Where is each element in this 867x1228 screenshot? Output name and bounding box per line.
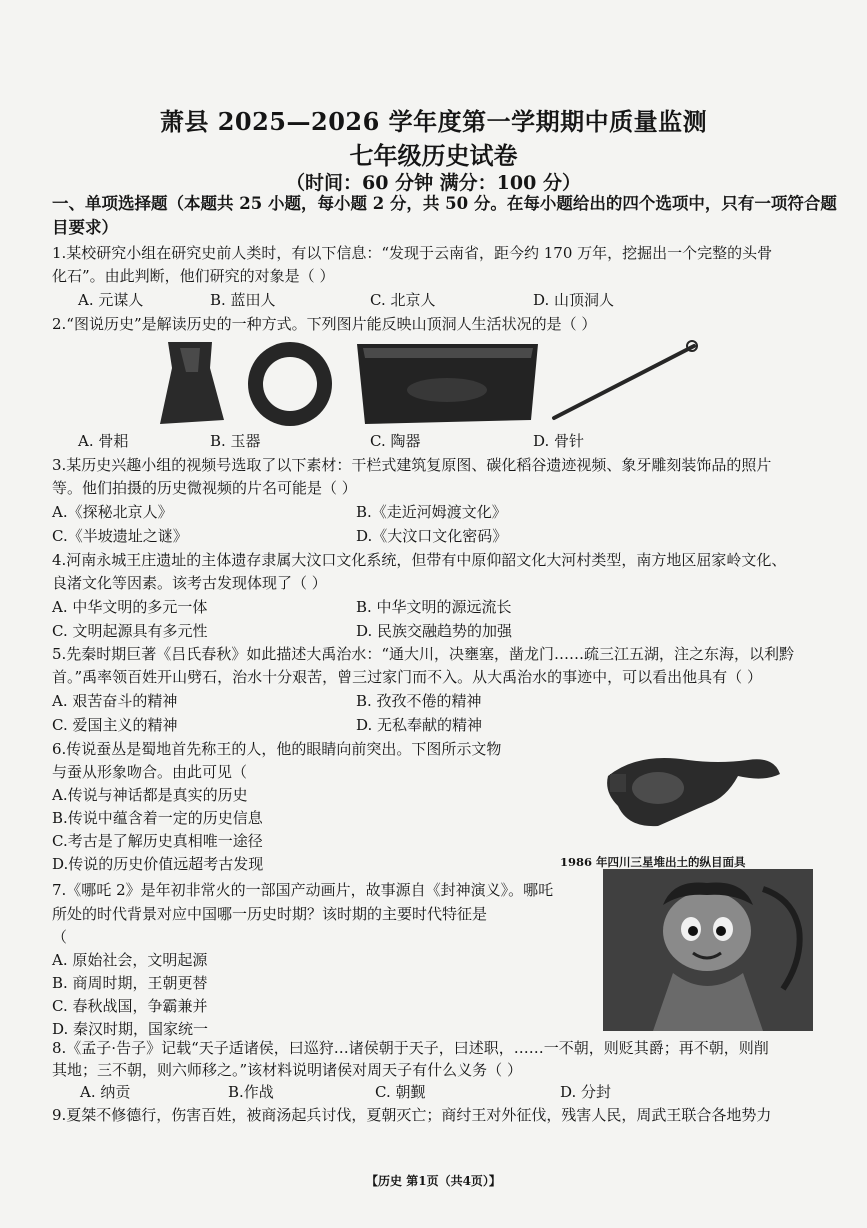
q1-option-b: B. 蓝田人 — [210, 291, 276, 309]
q1-option-c: C. 北京人 — [370, 291, 436, 309]
q3-line1: 3.某历史兴趣小组的视频号选取了以下素材：干栏式建筑复原图、碳化稻谷遗迹视频、象牙雕刻装饰品的照片 — [52, 456, 772, 474]
q6-option-d: D.传说的历史价值远超考古发现 — [52, 855, 264, 873]
q1-option-a: A. 元谋人 — [78, 291, 144, 309]
q6-image-caption: 1986 年四川三星堆出土的纵目面具 — [560, 855, 746, 869]
q2-option-b: B. 玉器 — [210, 432, 261, 450]
q7-option-c: C. 春秋战国，争霸兼并 — [52, 997, 208, 1015]
q3-option-d: D.《大汶口文化密码》 — [356, 527, 508, 545]
q1-option-d: D. 山顶洞人 — [533, 291, 615, 309]
q7-line1: 7.《哪吒 2》是年初非常火的一部国产动画片，故事源自《封神演义》。哪吒 — [52, 881, 554, 899]
q2-option-c: C. 陶器 — [370, 432, 421, 450]
q1-line2: 化石”。由此判断，他们研究的对象是（ ） — [52, 267, 335, 285]
q6-option-a: A.传说与神话都是真实的历史 — [52, 786, 248, 804]
q4-line1: 4.河南永城王庄遗址的主体遗存隶属大汶口文化系统，但带有中原仰韶文化大河村类型，南方地区屈家岭文化、 — [52, 551, 787, 569]
q7-line3: （ — [52, 928, 68, 946]
q6-line2: 与蚕从形象吻合。由此可见（ — [52, 763, 248, 781]
q7-option-b: B. 商周时期，王朝更替 — [52, 974, 208, 992]
q9-line1: 9.夏桀不修德行，伤害百姓，被商汤起兵讨伐，夏朝灭亡；商纣王对外征伐，残害人民，周武王联合各地势力 — [52, 1106, 772, 1124]
jade-ring-image — [240, 338, 340, 430]
q8-line2: 其地；三不朝，则六师移之。”该材料说明诸侯对周天子有什么义务（ ） — [52, 1061, 522, 1079]
q5-option-a: A. 艰苦奋斗的精神 — [52, 692, 178, 710]
q3-option-b: B.《走近河姆渡文化》 — [356, 503, 507, 521]
q1-line1: 1.某校研究小组在研究史前人类时，有以下信息：“发现于云南省，距今约 170 万年，挖掘出一个完整的头骨 — [52, 244, 773, 262]
q8-option-c: C. 朝觐 — [375, 1083, 426, 1101]
bone-spade-image — [150, 338, 230, 428]
q3-option-a: A.《探秘北京人》 — [52, 503, 173, 521]
exam-meta: （时间：60 分钟 满分：100 分） — [286, 172, 581, 194]
exam-title: 萧县 2025—2026 学年度第一学期期中质量监测 — [159, 107, 708, 136]
q6-line1: 6.传说蚕丛是蜀地首先称王的人，他的眼睛向前突出。下图所示文物 — [52, 740, 502, 758]
q5-option-c: C. 爱国主义的精神 — [52, 716, 178, 734]
nezha-poster-image — [603, 869, 813, 1031]
q5-line2: 首。”禹率领百姓开山劈石，治水十分艰苦，曾三过家门而不入。从大禹治水的事迹中，可以看出他具有（ ） — [52, 668, 762, 686]
q4-option-b: B. 中华文明的源远流长 — [356, 598, 512, 616]
pottery-image — [355, 338, 540, 428]
q5-line1: 5.先秦时期巨著《吕氏春秋》如此描述大禹治水：“通大川，决壅塞，凿龙门……疏三江五湖，注之东海，以利黔 — [52, 645, 794, 663]
page-footer: 【历史 第1页（共4页）】 — [366, 1174, 501, 1188]
q5-option-d: D. 无私奉献的精神 — [356, 716, 483, 734]
q4-option-c: C. 文明起源具有多元性 — [52, 622, 208, 640]
q8-line1: 8.《孟子·告子》记载“天子适诸侯，曰巡狩…诸侯朝于天子，曰述职，……一不朝，则贬其爵；再不朝，则削 — [52, 1039, 769, 1057]
bronze-mask-image — [598, 746, 783, 836]
q2-option-a: A. 骨耜 — [78, 432, 129, 450]
q8-option-b: B.作战 — [228, 1083, 274, 1101]
q3-option-c: C.《半坡遗址之谜》 — [52, 527, 188, 545]
q4-option-a: A. 中华文明的多元一体 — [52, 598, 208, 616]
q8-option-a: A. 纳贡 — [80, 1083, 131, 1101]
q3-line2: 等。他们拍摄的历史微视频的片名可能是（ ） — [52, 479, 357, 497]
q4-line2: 良渚文化等因素。该考古发现体现了（ ） — [52, 574, 327, 592]
section-heading: 一、单项选择题（本题共 25 小题，每小题 2 分，共 50 分。在每小题给出的四个选项中，只有一项符合题目要求） — [52, 194, 837, 237]
q7-option-d: D. 秦汉时期，国家统一 — [52, 1020, 209, 1038]
q4-option-d: D. 民族交融趋势的加强 — [356, 622, 513, 640]
bone-needle-image — [550, 336, 705, 422]
q7-option-a: A. 原始社会，文明起源 — [52, 951, 208, 969]
q7-line2: 所处的时代背景对应中国哪一历史时期？该时期的主要时代特征是 — [52, 905, 488, 923]
q6-option-c: C.考古是了解历史真相唯一途径 — [52, 832, 263, 850]
q6-option-b: B.传说中蕴含着一定的历史信息 — [52, 809, 263, 827]
exam-subtitle: 七年级历史试卷 — [349, 141, 518, 170]
q2-option-d: D. 骨针 — [533, 432, 585, 450]
q5-option-b: B. 孜孜不倦的精神 — [356, 692, 482, 710]
q2-line1: 2.“图说历史”是解读历史的一种方式。下列图片能反映山顶洞人生活状况的是（ ） — [52, 315, 597, 333]
q8-option-d: D. 分封 — [560, 1083, 612, 1101]
